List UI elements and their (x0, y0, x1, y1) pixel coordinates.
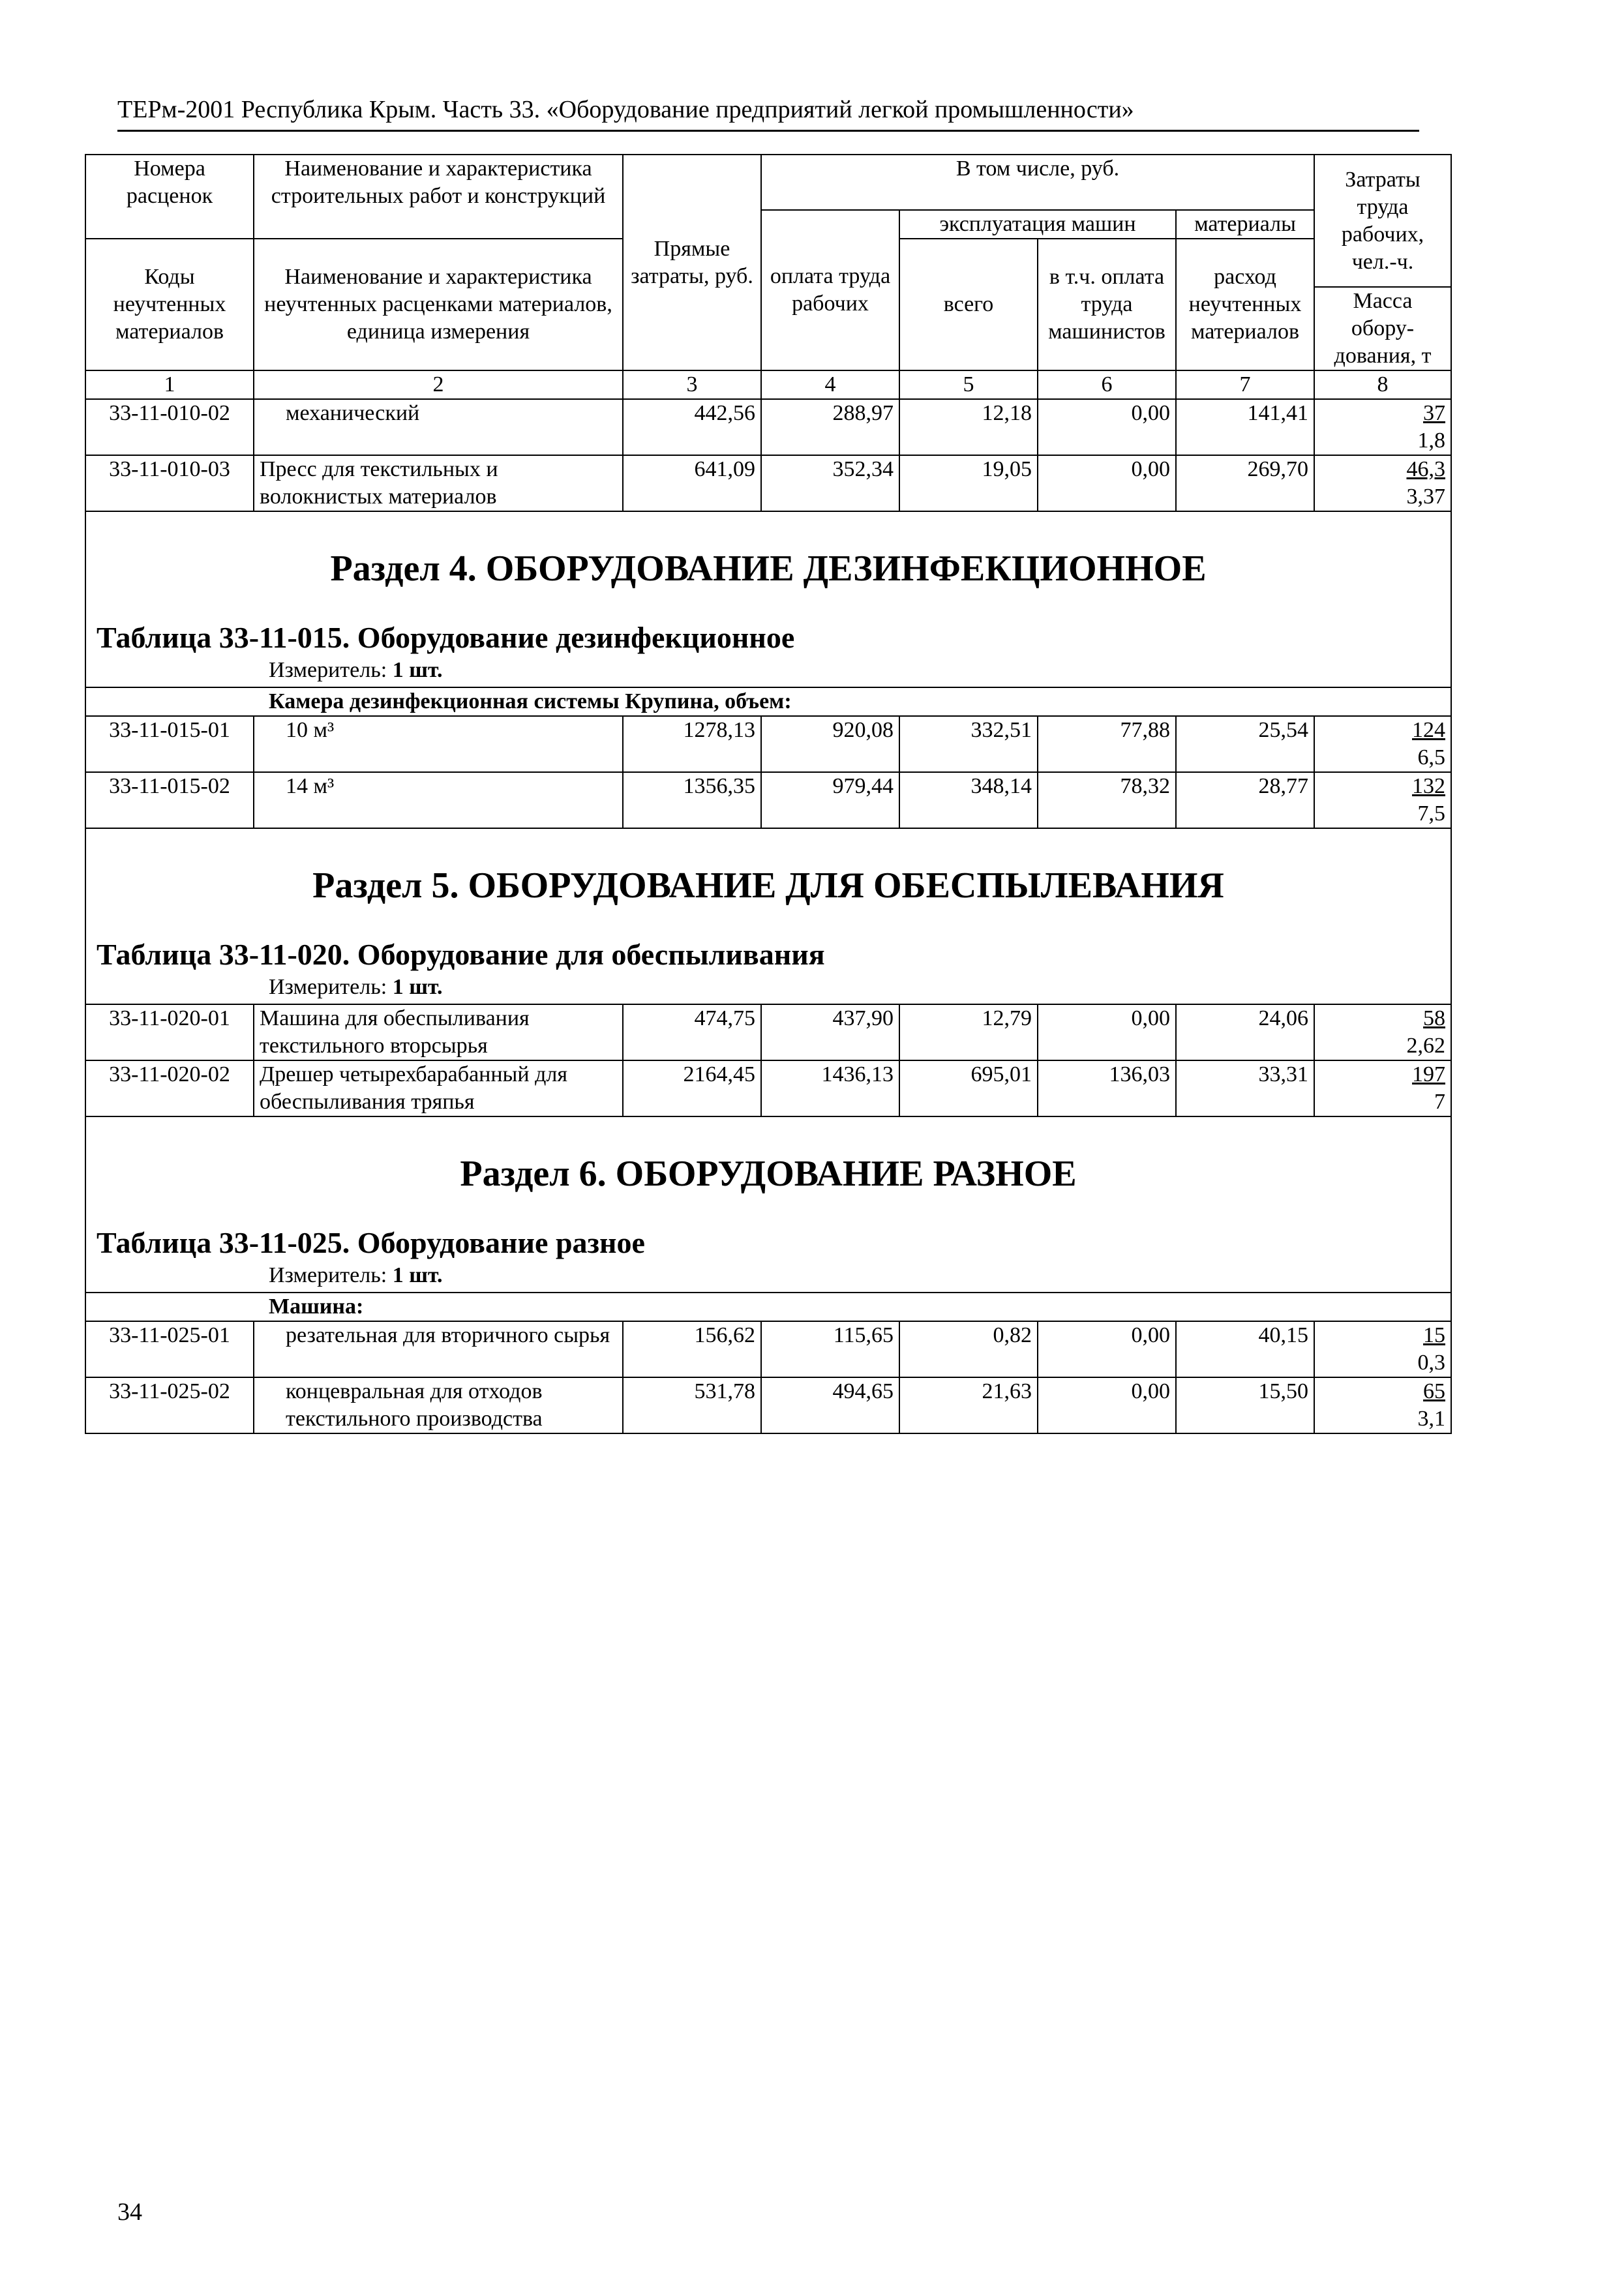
equipment-mass: 6,5 (1417, 745, 1445, 770)
page-number: 34 (117, 2198, 142, 2226)
operator-labor-cost: 0,00 (1038, 1321, 1176, 1377)
labor-hours: 15 (1423, 1323, 1445, 1347)
machine-cost: 12,79 (899, 1004, 1038, 1060)
labor-cost: 352,34 (761, 455, 899, 511)
machine-cost: 0,82 (899, 1321, 1038, 1377)
machine-cost: 12,18 (899, 399, 1038, 455)
section-title: Раздел 5. ОБОРУДОВАНИЕ ДЛЯ ОБЕСПЫЛЕВАНИЯ (312, 865, 1224, 906)
materials-cost: 269,70 (1176, 455, 1314, 511)
direct-cost: 1356,35 (623, 772, 761, 828)
operator-labor-cost: 77,88 (1038, 716, 1176, 772)
col3-header: Прямые затраты, руб. (623, 155, 761, 370)
equipment-mass: 1,8 (1417, 428, 1445, 453)
labor-cost: 1436,13 (761, 1060, 899, 1116)
rate-code: 33-11-010-03 (85, 455, 254, 511)
machine-cost: 348,14 (899, 772, 1038, 828)
table-title: Таблица 33-11-025. Оборудование разное (97, 1226, 645, 1259)
labor-cost: 115,65 (761, 1321, 899, 1377)
labor-hours: 65 (1423, 1379, 1445, 1403)
materials-header: материалы (1176, 210, 1314, 239)
col-number: 6 (1038, 370, 1176, 399)
page-header: ТЕРм-2001 Республика Крым. Часть 33. «Оборудование предприятий легкой промышленности» (117, 93, 1419, 132)
operator-labor-cost: 0,00 (1038, 399, 1176, 455)
meter-line: Измеритель: 1 шт. (269, 1263, 443, 1287)
table-title: Таблица 33-11-020. Оборудование для обеспыливания (97, 938, 825, 971)
col1-header-top: Номера расценок (85, 155, 254, 210)
rate-code: 33-11-015-01 (85, 716, 254, 772)
materials-cost: 28,77 (1176, 772, 1314, 828)
direct-cost: 531,78 (623, 1377, 761, 1433)
table-row (85, 455, 1451, 511)
materials-cost: 24,06 (1176, 1004, 1314, 1060)
materials-cost: 141,41 (1176, 399, 1314, 455)
direct-cost: 641,09 (623, 455, 761, 511)
col-number: 8 (1314, 370, 1451, 399)
labor-hours: 132 (1412, 774, 1445, 798)
rate-code: 33-11-015-02 (85, 772, 254, 828)
col-number: 2 (254, 370, 623, 399)
table-row (85, 1321, 1451, 1377)
col8-header-bottom: Масса обору-дования, т (1314, 287, 1451, 370)
rate-name: Дрешер четырехбарабанный для обеспыливания тряпья (254, 1060, 623, 1116)
materials-cost: 25,54 (1176, 716, 1314, 772)
labor-hours: 58 (1423, 1006, 1445, 1030)
rate-code: 33-11-010-02 (85, 399, 254, 455)
operator-labor-cost: 0,00 (1038, 455, 1176, 511)
labor-cost: 979,44 (761, 772, 899, 828)
rate-code: 33-11-020-02 (85, 1060, 254, 1116)
col5-header: всего (899, 239, 1038, 370)
group-heading: Машина: (85, 1293, 1451, 1321)
section-6-block (85, 1116, 1451, 1293)
col-number: 1 (85, 370, 254, 399)
machine-cost: 19,05 (899, 455, 1038, 511)
rate-name: Машина для обеспыливания текстильного вторсырья (254, 1004, 623, 1060)
col8-header-top: Затраты труда рабочих, чел.-ч. (1314, 155, 1451, 287)
col4-header: оплата труда рабочих (761, 210, 899, 370)
direct-cost: 156,62 (623, 1321, 761, 1377)
col-number: 5 (899, 370, 1038, 399)
machine-cost: 695,01 (899, 1060, 1038, 1116)
labor-hours: 37 (1423, 401, 1445, 425)
direct-cost: 1278,13 (623, 716, 761, 772)
table-row (85, 1004, 1451, 1060)
equipment-mass: 3,37 (1406, 485, 1445, 509)
section-5-block (85, 828, 1451, 1004)
col6-header: в т.ч. оплата труда машинистов (1038, 239, 1176, 370)
meter-line: Измеритель: 1 шт. (269, 975, 443, 999)
section-title: Раздел 6. ОБОРУДОВАНИЕ РАЗНОЕ (460, 1154, 1077, 1194)
materials-cost: 33,31 (1176, 1060, 1314, 1116)
section-title: Раздел 4. ОБОРУДОВАНИЕ ДЕЗИНФЕКЦИОННОЕ (330, 548, 1207, 589)
group-heading: Камера дезинфекционная системы Крупина, объем: (85, 687, 1451, 716)
rate-name: концевральная для отходов текстильного производства (254, 1377, 623, 1433)
labor-hours: 197 (1412, 1062, 1445, 1086)
machine-cost: 21,63 (899, 1377, 1038, 1433)
equipment-mass: 0,3 (1417, 1351, 1445, 1375)
labor-cost: 494,65 (761, 1377, 899, 1433)
col-number: 7 (1176, 370, 1314, 399)
table-row (85, 716, 1451, 772)
col2-header-top: Наименование и характеристика строительных работ и конструкций (254, 155, 623, 210)
col-number: 4 (761, 370, 899, 399)
rate-name: 10 м³ (254, 716, 623, 772)
table-row (85, 1060, 1451, 1116)
rate-name: Пресс для текстильных и волокнистых материалов (254, 455, 623, 511)
labor-cost: 288,97 (761, 399, 899, 455)
equipment-mass: 3,1 (1417, 1407, 1445, 1431)
rate-code: 33-11-025-01 (85, 1321, 254, 1377)
labor-cost: 920,08 (761, 716, 899, 772)
col7-header: расход неучтенных материалов (1176, 239, 1314, 370)
machine-cost: 332,51 (899, 716, 1038, 772)
col-number: 3 (623, 370, 761, 399)
col1-header-bottom: Коды неучтенных материалов (85, 239, 254, 370)
direct-cost: 2164,45 (623, 1060, 761, 1116)
section-4-block (85, 511, 1451, 687)
equipment-mass: 7,5 (1417, 801, 1445, 826)
table-row (85, 772, 1451, 828)
direct-cost: 442,56 (623, 399, 761, 455)
operator-labor-cost: 0,00 (1038, 1004, 1176, 1060)
labor-cost: 437,90 (761, 1004, 899, 1060)
rate-code: 33-11-025-02 (85, 1377, 254, 1433)
rate-code: 33-11-020-01 (85, 1004, 254, 1060)
incl-header: В том числе, руб. (761, 155, 1314, 210)
machines-header: эксплуатация машин (899, 210, 1176, 239)
col2-header-bottom: Наименование и характеристика неучтенных расценками материалов, единица измерения (254, 239, 623, 370)
equipment-mass: 2,62 (1406, 1034, 1445, 1058)
rate-name: резательная для вторичного сырья (254, 1321, 623, 1377)
labor-hours: 46,3 (1406, 457, 1445, 481)
materials-cost: 15,50 (1176, 1377, 1314, 1433)
meter-line: Измеритель: 1 шт. (269, 658, 443, 682)
table-title: Таблица 33-11-015. Оборудование дезинфекционное (97, 621, 795, 654)
rate-name: механический (254, 399, 623, 455)
materials-cost: 40,15 (1176, 1321, 1314, 1377)
operator-labor-cost: 0,00 (1038, 1377, 1176, 1433)
equipment-mass: 7 (1434, 1090, 1445, 1114)
operator-labor-cost: 136,03 (1038, 1060, 1176, 1116)
table-row (85, 399, 1451, 455)
rates-table (85, 154, 1452, 1434)
direct-cost: 474,75 (623, 1004, 761, 1060)
table-row (85, 1377, 1451, 1433)
operator-labor-cost: 78,32 (1038, 772, 1176, 828)
rate-name: 14 м³ (254, 772, 623, 828)
labor-hours: 124 (1412, 718, 1445, 742)
